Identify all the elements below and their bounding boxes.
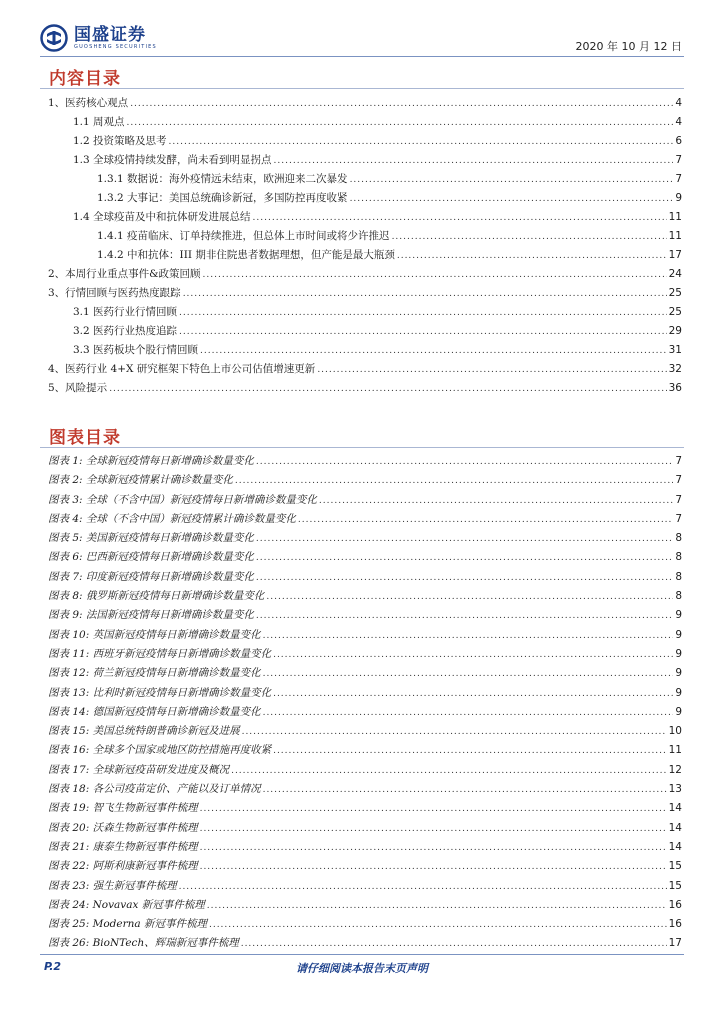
brand-logo	[40, 24, 157, 52]
figure-entry[interactable]	[40, 452, 682, 471]
entry-page-number: 9	[675, 686, 682, 699]
figure-entry[interactable]	[40, 587, 682, 606]
dot-leader	[235, 472, 673, 491]
dot-leader	[266, 588, 673, 607]
entry-page-number: 36	[668, 382, 682, 394]
dot-leader	[273, 742, 667, 761]
toc-entry[interactable]	[40, 227, 682, 246]
figures-title: 图表目录	[49, 428, 121, 448]
figure-entry[interactable]	[40, 761, 682, 780]
dot-leader	[179, 878, 667, 897]
entry-page-number: 15	[668, 860, 682, 873]
entry-label: 1.2 投资策略及思考	[73, 135, 167, 147]
entry-page-number: 29	[668, 325, 682, 337]
toc-entry[interactable]	[40, 94, 682, 113]
dot-leader	[263, 627, 674, 646]
toc-entry[interactable]	[40, 360, 682, 379]
entry-label: 3.2 医药行业热度追踪	[73, 325, 178, 337]
figure-entry[interactable]	[40, 664, 682, 683]
entry-page-number: 8	[675, 532, 682, 545]
toc-entry[interactable]	[40, 379, 682, 398]
figure-entry[interactable]	[40, 722, 682, 741]
entry-label: 图表 4: 全球（不含中国）新冠疫情累计确诊数量变化	[48, 512, 296, 525]
entry-label: 5、风险提示	[48, 382, 108, 394]
dot-leader	[256, 607, 673, 626]
entry-page-number: 17	[668, 249, 682, 261]
entry-page-number: 7	[675, 474, 682, 487]
toc-entry[interactable]	[40, 322, 682, 341]
dot-leader	[392, 228, 667, 247]
dot-leader	[179, 323, 667, 342]
dot-leader	[317, 361, 666, 380]
dot-leader	[200, 342, 667, 361]
header-divider	[40, 56, 684, 57]
dot-leader	[256, 569, 673, 588]
toc-entry[interactable]	[40, 284, 682, 303]
dot-leader	[319, 492, 673, 511]
figure-entry[interactable]	[40, 548, 682, 567]
dot-leader	[130, 95, 673, 114]
entry-page-number: 24	[668, 268, 682, 280]
entry-label: 图表 14: 德国新冠疫情每日新增确诊数量变化	[48, 705, 261, 718]
dot-leader	[200, 800, 667, 819]
dot-leader	[242, 723, 667, 742]
dot-leader	[209, 916, 667, 935]
entry-page-number: 11	[668, 744, 682, 757]
entry-label: 图表 6: 巴西新冠疫情每日新增确诊数量变化	[48, 551, 254, 564]
dot-leader	[298, 511, 673, 530]
figure-entry[interactable]	[40, 703, 682, 722]
dot-leader	[179, 304, 667, 323]
entry-page-number: 7	[675, 154, 682, 166]
entry-page-number: 9	[675, 647, 682, 660]
entry-page-number: 11	[668, 211, 682, 223]
entry-page-number: 32	[668, 363, 682, 375]
entry-label: 图表 9: 法国新冠疫情每日新增确诊数量变化	[48, 609, 254, 622]
figure-entry[interactable]	[40, 896, 682, 915]
figure-entry[interactable]	[40, 510, 682, 529]
footer-divider	[40, 954, 684, 955]
entry-page-number: 7	[675, 493, 682, 506]
toc-entry[interactable]	[40, 132, 682, 151]
figure-entry[interactable]	[40, 491, 682, 510]
entry-label: 图表 15: 美国总统特朗普确诊新冠及进展	[48, 725, 240, 738]
entry-label: 图表 20: 沃森生物新冠事件梳理	[48, 821, 198, 834]
dot-leader	[200, 820, 667, 839]
entry-page-number: 7	[675, 455, 682, 467]
dot-leader	[169, 133, 674, 152]
figure-entry[interactable]	[40, 684, 682, 703]
entry-label: 1.4.2 中和抗体：III 期非住院患者数据理想，但产能是最大瓶颈	[97, 249, 395, 261]
list-of-figures	[40, 452, 682, 954]
entry-page-number: 9	[675, 705, 682, 718]
entry-label: 图表 23: 强生新冠事件梳理	[48, 879, 177, 892]
entry-label: 图表 16: 全球多个国家或地区防控措施再度收紧	[48, 744, 272, 757]
dot-leader	[127, 114, 674, 133]
dot-leader	[183, 285, 667, 304]
entry-label: 1.1 周观点	[73, 116, 125, 128]
dot-leader	[263, 704, 674, 723]
entry-page-number: 15	[668, 879, 682, 892]
figure-entry[interactable]	[40, 471, 682, 490]
entry-label: 3.3 医药板块个股行情回顾	[73, 344, 199, 356]
contents-divider	[40, 88, 684, 89]
dot-leader	[256, 453, 673, 472]
dot-leader	[274, 152, 674, 171]
figure-entry[interactable]	[40, 934, 682, 953]
figure-entry[interactable]	[40, 780, 682, 799]
entry-label: 图表 18: 各公司疫苗定价、产能以及订单情况	[48, 783, 261, 796]
entry-label: 4、医药行业 4+X 研究框架下特色上市公司估值增速更新	[48, 363, 316, 375]
figure-entry[interactable]	[40, 838, 682, 857]
entry-label: 图表 24: Novavax 新冠事件梳理	[48, 898, 205, 911]
entry-label: 图表 12: 荷兰新冠疫情每日新增确诊数量变化	[48, 667, 261, 680]
entry-page-number: 12	[668, 763, 682, 776]
entry-page-number: 14	[668, 840, 682, 853]
toc-entry[interactable]	[40, 189, 682, 208]
brand-logo-icon	[40, 24, 68, 52]
figure-entry[interactable]	[40, 626, 682, 645]
figure-entry[interactable]	[40, 799, 682, 818]
dot-leader	[200, 858, 667, 877]
page-number: P.2	[44, 960, 62, 973]
dot-leader	[231, 762, 667, 781]
dot-leader	[200, 839, 667, 858]
entry-label: 1.3.2 大事记：美国总统确诊新冠，多国防控再度收紧	[97, 192, 348, 204]
entry-page-number: 4	[675, 97, 682, 109]
entry-label: 图表 22: 阿斯利康新冠事件梳理	[48, 860, 198, 873]
figure-entry[interactable]	[40, 819, 682, 838]
toc-entry[interactable]	[40, 265, 682, 284]
entry-page-number: 16	[668, 918, 682, 931]
entry-page-number: 8	[675, 590, 682, 603]
dot-leader	[397, 247, 667, 266]
toc-entry[interactable]	[40, 113, 682, 132]
dot-leader	[256, 549, 673, 568]
entry-page-number: 8	[675, 551, 682, 564]
figure-entry[interactable]	[40, 857, 682, 876]
entry-label: 图表 19: 智飞生物新冠事件梳理	[48, 802, 198, 815]
entry-page-number: 7	[675, 173, 682, 185]
disclaimer-note: 请仔细阅读本报告末页声明	[296, 962, 428, 975]
toc-entry[interactable]	[40, 303, 682, 322]
figure-entry[interactable]	[40, 915, 682, 934]
entry-page-number: 9	[675, 628, 682, 641]
entry-label: 图表 5: 美国新冠疫情每日新增确诊数量变化	[48, 532, 254, 545]
entry-page-number: 17	[668, 937, 682, 950]
entry-label: 图表 2: 全球新冠疫情累计确诊数量变化	[48, 474, 233, 487]
entry-page-number: 11	[668, 230, 682, 242]
entry-page-number: 9	[675, 667, 682, 680]
entry-page-number: 4	[675, 116, 682, 128]
entry-page-number: 13	[668, 783, 682, 796]
entry-label: 图表 1: 全球新冠疫情每日新增确诊数量变化	[48, 455, 254, 467]
entry-page-number: 31	[668, 344, 682, 356]
entry-page-number: 7	[675, 512, 682, 525]
entry-page-number: 14	[668, 802, 682, 815]
entry-label: 2、本周行业重点事件&政策回顾	[48, 268, 201, 280]
entry-page-number: 10	[668, 725, 682, 738]
toc-entry[interactable]	[40, 151, 682, 170]
entry-label: 1.3.1 数据说：海外疫情远未结束，欧洲迎来二次暴发	[97, 173, 348, 185]
toc-entry[interactable]	[40, 208, 682, 227]
figure-entry[interactable]	[40, 529, 682, 548]
figure-entry[interactable]	[40, 877, 682, 896]
entry-label: 图表 17: 全球新冠疫苗研发进度及概况	[48, 763, 230, 776]
entry-page-number: 25	[668, 287, 682, 299]
figure-entry[interactable]	[40, 741, 682, 760]
figures-divider	[40, 447, 684, 448]
entry-label: 图表 8: 俄罗斯新冠疫情每日新增确诊数量变化	[48, 590, 265, 603]
dot-leader	[109, 380, 666, 399]
toc-entry[interactable]	[40, 341, 682, 360]
entry-page-number: 8	[675, 570, 682, 583]
toc-entry[interactable]	[40, 170, 682, 189]
entry-label: 图表 13: 比利时新冠疫情每日新增确诊数量变化	[48, 686, 272, 699]
entry-page-number: 6	[675, 135, 682, 147]
dot-leader	[253, 209, 667, 228]
dot-leader	[273, 646, 673, 665]
report-date: 2020 年 10 月 12 日	[575, 40, 682, 53]
entry-label: 图表 3: 全球（不含中国）新冠疫情每日新增确诊数量变化	[48, 493, 317, 506]
entry-label: 图表 11: 西班牙新冠疫情每日新增确诊数量变化	[48, 647, 272, 660]
entry-label: 图表 21: 康泰生物新冠事件梳理	[48, 840, 198, 853]
dot-leader	[241, 935, 667, 954]
entry-page-number: 9	[675, 609, 682, 622]
entry-page-number: 9	[675, 192, 682, 204]
brand-name-en: GUOSHENG SECURITIES	[74, 43, 157, 50]
entry-label: 图表 10: 英国新冠疫情每日新增确诊数量变化	[48, 628, 261, 641]
entry-label: 1.3 全球疫情持续发酵，尚未看到明显拐点	[73, 154, 272, 166]
entry-label: 图表 26: BioNTech、辉瑞新冠事件梳理	[48, 937, 239, 950]
entry-label: 1、医药核心观点	[48, 97, 129, 109]
entry-label: 1.4 全球疫苗及中和抗体研发进展总结	[73, 211, 251, 223]
figure-entry[interactable]	[40, 645, 682, 664]
dot-leader	[263, 781, 667, 800]
dot-leader	[207, 897, 667, 916]
entry-page-number: 25	[668, 306, 682, 318]
entry-page-number: 16	[668, 898, 682, 911]
entry-page-number: 14	[668, 821, 682, 834]
entry-label: 图表 7: 印度新冠疫情每日新增确诊数量变化	[48, 570, 254, 583]
page-header	[40, 20, 684, 56]
entry-label: 1.4.1 疫苗临床、订单持续推进，但总体上市时间或将少许推迟	[97, 230, 390, 242]
table-of-contents	[40, 94, 682, 398]
figure-entry[interactable]	[40, 568, 682, 587]
entry-label: 图表 25: Moderna 新冠事件梳理	[48, 918, 207, 931]
toc-entry[interactable]	[40, 246, 682, 265]
brand-name-cn: 国盛证券	[74, 24, 146, 45]
dot-leader	[256, 530, 673, 549]
contents-title: 内容目录	[49, 69, 121, 89]
dot-leader	[350, 190, 674, 209]
dot-leader	[203, 266, 667, 285]
dot-leader	[350, 171, 674, 190]
entry-label: 3.1 医药行业行情回顾	[73, 306, 178, 318]
dot-leader	[273, 685, 673, 704]
figure-entry[interactable]	[40, 606, 682, 625]
dot-leader	[263, 665, 674, 684]
entry-label: 3、行情回顾与医药热度跟踪	[48, 287, 181, 299]
